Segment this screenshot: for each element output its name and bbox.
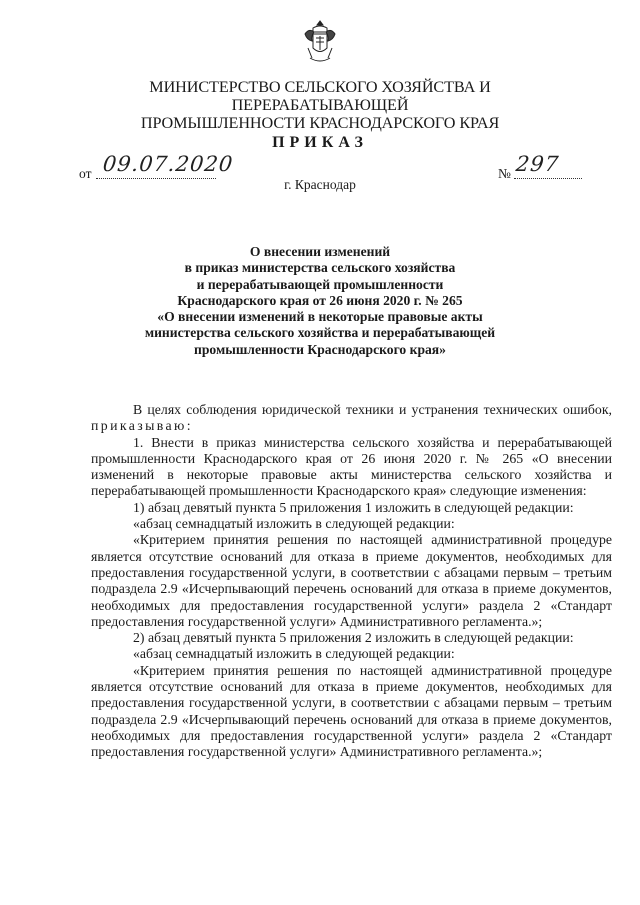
title-line: промышленности Краснодарского края» [194,341,446,357]
order-word: приказываю: [91,418,193,434]
title-line: Краснодарского края от 26 июня 2020 г. № 265 [177,292,463,308]
title-line: О внесении изменений [249,244,391,259]
title-line: «О внесении изменений в некоторые правовые акты [157,309,483,325]
handwritten-number: 297 [514,152,561,176]
city: г. Краснодар [284,177,356,192]
date-label: от [79,166,92,181]
document-type: ПРИКАЗ [272,134,368,151]
ministry-line-2: ПРОМЫШЛЕННОСТИ КРАСНОДАРСКОГО КРАЯ [140,114,500,132]
item-1-paragraph: 1. Внести в приказ министерства сельского хозяйства и перерабатывающей промышленности Краснодарского края от 26 июня 2020 г. № 265 «О внесении изменений в некоторые правовые акты министерства сельского хозяйства и перерабатывающей промышленности Краснодарского края» следующие изменения: [91,434,612,499]
subitem-1-paragraph: 1) абзац девятый пункта 5 приложения 1 изложить в следующей редакции: [133,499,574,515]
ministry-name [60,78,580,132]
number-label: № [498,166,511,181]
subitem-2-quote: «Критерием принятия решения по настоящей административной процедуре является отсутствие оснований для отказа в приеме документов, необходимых для предоставления государственной услуги, в соответствии с абзацами первым – третьим подраздела 2.9 «Исчерпывающий перечень оснований для отказа в приеме документов, необходимых для предоставления государственной услуги» раздела 2 «Стандарт предоставления государственной услуги» Административного регламента.»; [91,662,612,760]
subitem-2-quote-intro: «абзац семнадцатый изложить в следующей редакции: [133,646,455,662]
handwritten-date: 09.07.2020 [101,152,235,176]
title-line: в приказ министерства сельского хозяйства [184,260,456,276]
coat-of-arms-emblem [300,18,340,64]
intro-paragraph [91,402,612,435]
document-body [91,402,612,761]
subitem-2-paragraph: 2) абзац девятый пункта 5 приложения 2 изложить в следующей редакции: [133,630,574,646]
ministry-line-1: МИНИСТЕРСТВО СЕЛЬСКОГО ХОЗЯЙСТВА И ПЕРЕРАБАТЫВАЮЩЕЙ [149,78,491,114]
intro-text: В целях соблюдения юридической техники и устранения технических ошибок, [133,402,612,417]
subitem-1-quote-intro: «абзац семнадцатый изложить в следующей редакции: [133,516,455,532]
document-title [120,244,520,358]
title-line: и перерабатывающей промышленности [196,276,444,292]
title-line: министерства сельского хозяйства и перерабатывающей [144,325,496,341]
subitem-1-quote: «Критерием принятия решения по настоящей административной процедуре является отсутствие оснований для отказа в приеме документов, необходимых для предоставления государственной услуги, в соответствии с абзацами первым – третьим подраздела 2.9 «Исчерпывающий перечень оснований для отказа в приеме документов, необходимых для предоставления государственной услуги» раздела 2 «Стандарт предоставления государственной услуги» Административного регламента.»; [91,532,612,629]
